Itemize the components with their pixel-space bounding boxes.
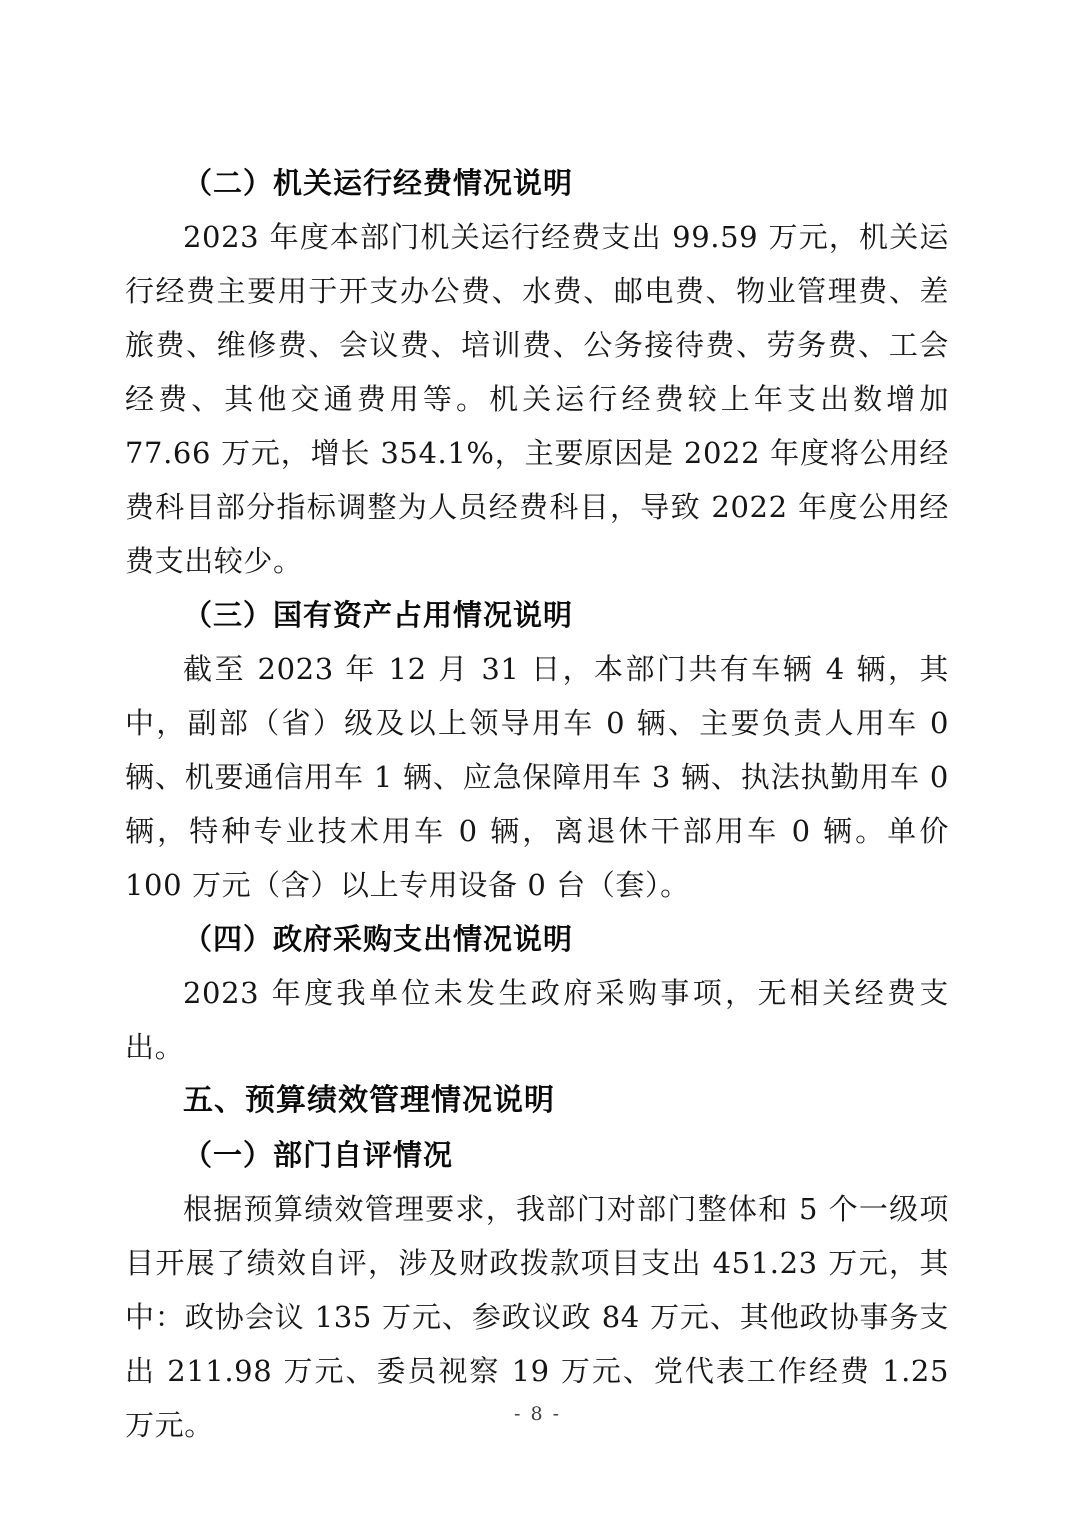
section-heading-agency-operating-expenses: （二）机关运行经费情况说明 [183,166,574,200]
paragraph-government-procurement: 2023 年度我单位未发生政府采购事项，无相关经费支出。 [125,976,949,1064]
paragraph-state-assets-occupancy: 截至 2023 年 12 月 31 日，本部门共有车辆 4 辆，其中，副部（省）级及以上领导用车 0 辆、主要负责人用车 0 辆、机要通信用车 1 辆、应急保障用车 3 辆、执法执勤用车 0 辆，特种专业技术用车 0 辆，离退休干部用车 0 辆。单价 100 万元（含）以上专用设备 0 台（套）。 [125,652,949,902]
chapter-heading-budget-performance-management: 五、预算绩效管理情况说明 [183,1083,555,1118]
section-heading-department-self-evaluation: （一）部门自评情况 [183,1138,454,1172]
section-heading-state-assets-occupancy: （三）国有资产占用情况说明 [183,598,574,632]
paragraph-agency-operating-expenses: 2023 年度本部门机关运行经费支出 99.59 万元，机关运行经费主要用于开支办公费、水费、邮电费、物业管理费、差旅费、维修费、会议费、培训费、公务接待费、劳务费、工会经费、其他交通费用等。机关运行经费较上年支出数增加 77.66 万元，增长 354.1%，主要原因是 2022 年度将公用经费科目部分指标调整为人员经费科目，导致 2022 年度公用经费支出较少。 [125,220,949,578]
paragraph-department-self-evaluation: 根据预算绩效管理要求，我部门对部门整体和 5 个一级项目开展了绩效自评，涉及财政拨款项目支出 451.23 万元，其中：政协会议 135 万元、参政议政 84 万元、其他政协事务支出 211.98 万元、委员视察 19 万元、党代表工作经费 1.25 万元。 [125,1192,949,1442]
page-number: - 8 - [513,1403,561,1425]
section-heading-government-procurement: （四）政府采购支出情况说明 [183,922,574,956]
document-content [125,156,949,1452]
